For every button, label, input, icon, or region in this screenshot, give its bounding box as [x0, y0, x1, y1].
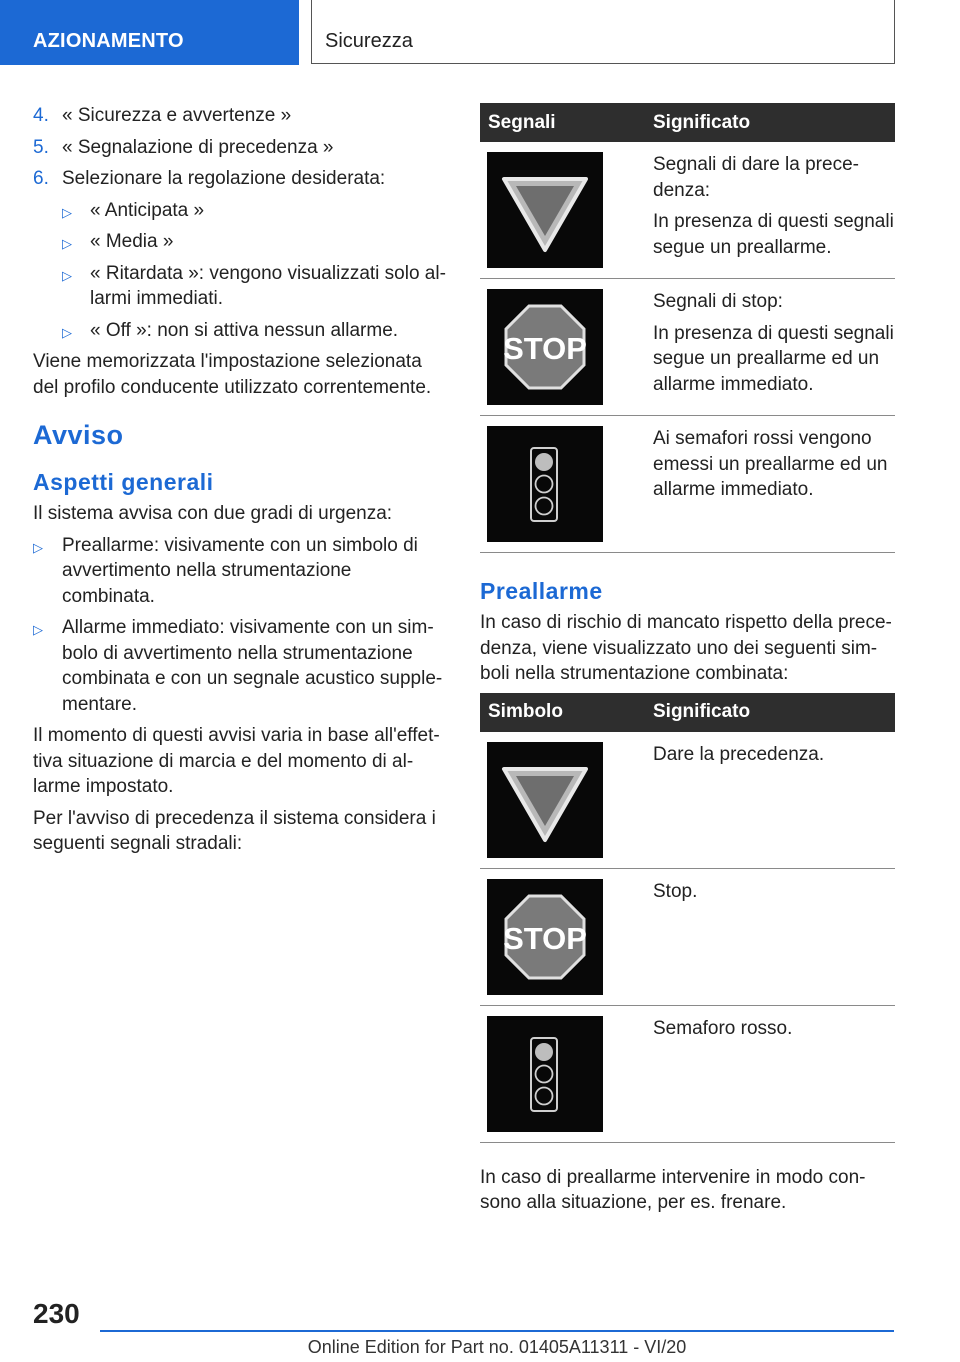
- option-text: « Media »: [90, 231, 174, 252]
- triangle-bullet-icon: ▷: [33, 622, 43, 637]
- cell-text: Segnali di stop:: [653, 291, 783, 312]
- yield-sign-icon: [487, 742, 603, 858]
- cell-text: Stop.: [653, 880, 698, 902]
- footer-divider: [100, 1330, 894, 1332]
- stop-sign-icon: [487, 289, 603, 405]
- left-column: [33, 103, 448, 863]
- stop-sign-icon: [487, 879, 603, 995]
- column-header: Simbolo: [488, 701, 563, 723]
- option-list: [33, 198, 448, 344]
- cell-text: Semaforo rosso.: [653, 1017, 793, 1039]
- step-text: « Segnalazione di precedenza »: [62, 136, 334, 158]
- final-paragraph: In caso di preallarme intervenire in modo consono alla situazione, per es. frenare.: [480, 1166, 866, 1213]
- table-row: [480, 416, 895, 553]
- triangle-bullet-icon: ▷: [62, 236, 72, 251]
- step-text: Selezionare la regolazione desiderata:: [62, 168, 386, 189]
- step-number: 4.: [33, 105, 49, 126]
- list-item: [33, 261, 448, 312]
- list-item: [33, 318, 448, 344]
- cell-text: In presenza di questi segnali segue un preallarme ed un allarme immediato.: [653, 322, 894, 395]
- list-item: [33, 198, 448, 224]
- heading-aspetti-generali: Aspetti generali: [33, 469, 214, 495]
- intro-paragraph: Il sistema avvisa con due gradi di urgenza:: [33, 503, 393, 524]
- step-item: [33, 103, 448, 129]
- list-item: [33, 615, 448, 717]
- cell-text: Ai semafori rossi vengono emessi un preallarme ed un allarme immediato.: [653, 428, 888, 500]
- column-header: Significato: [653, 701, 751, 723]
- column-header: Significato: [653, 111, 751, 133]
- table-row: [480, 732, 895, 869]
- signals-paragraph: Per l'avviso di precedenza il sistema considera i seguenti segnali stradali:: [33, 807, 436, 854]
- step-item: [33, 166, 448, 192]
- level-text: Preallarme: visivamente con un simbolo di avvertimento nella strumentazione combinata.: [62, 534, 418, 607]
- table-row: [480, 1006, 895, 1143]
- table-header: [480, 103, 895, 142]
- right-column: [480, 103, 895, 1222]
- option-text: « Ritardata »: vengono visualizzati solo allarmi immediati.: [90, 262, 446, 309]
- steps-list: [33, 103, 448, 192]
- table-header: [480, 693, 895, 732]
- cell-text: Dare la precedenza.: [653, 743, 825, 765]
- header-chapter-box: [311, 0, 895, 64]
- step-number: 6.: [33, 168, 49, 189]
- cell-text: Segnali di dare la precedenza:: [653, 154, 859, 201]
- triangle-bullet-icon: ▷: [62, 267, 72, 283]
- triangle-bullet-icon: ▷: [33, 539, 43, 555]
- stop-label: STOP: [503, 331, 587, 366]
- traffic-light-icon: [487, 426, 603, 542]
- page-number: 230: [33, 1298, 80, 1329]
- signals-table: [480, 103, 895, 553]
- cell-text: In presenza di questi segnali segue un preallarme.: [653, 211, 894, 258]
- memo-paragraph: Viene memorizzata l'impostazione selezionata del profilo conducente utilizzato correntemente.: [33, 351, 432, 398]
- header-section-tab: [0, 0, 299, 65]
- option-text: « Off »: non si attiva nessun allarme.: [90, 319, 399, 341]
- step-text: « Sicurezza e avvertenze »: [62, 105, 292, 126]
- moment-paragraph: Il momento di questi avvisi varia in base all'effettiva situazione di marcia e del momento di allarme impostato.: [33, 725, 440, 797]
- table-row: [480, 279, 895, 416]
- warning-levels-list: [33, 533, 448, 718]
- option-text: « Anticipata »: [90, 199, 205, 221]
- step-number: 5.: [33, 136, 49, 158]
- table-row: [480, 869, 895, 1006]
- level-text: Allarme immediato: visivamente con un simbolo di avvertimento nella strumentazione combinata e con un segnale acustico supplementare.: [62, 617, 443, 715]
- prealarm-intro: In caso di rischio di mancato rispetto della precedenza, viene visualizzato uno dei seguenti simboli nella strumentazione combinata:: [480, 612, 892, 684]
- table-row: [480, 142, 895, 279]
- stop-label: STOP: [503, 920, 587, 956]
- step-item: [33, 135, 448, 161]
- column-header: Segnali: [488, 111, 556, 133]
- list-item: [33, 533, 448, 610]
- header-chapter-label: Sicurezza: [325, 30, 413, 52]
- triangle-bullet-icon: ▷: [62, 324, 72, 340]
- heading-preallarme: Preallarme: [480, 578, 603, 604]
- symbols-table: [480, 693, 895, 1143]
- header-section-label: AZIONAMENTO: [33, 30, 184, 52]
- triangle-bullet-icon: ▷: [62, 204, 72, 220]
- footer-text: Online Edition for Part no. 01405A11311 - VI/20: [307, 1337, 687, 1357]
- list-item: [33, 229, 448, 255]
- heading-avviso: Avviso: [33, 420, 124, 450]
- yield-sign-icon: [487, 152, 603, 268]
- traffic-light-icon: [487, 1016, 603, 1132]
